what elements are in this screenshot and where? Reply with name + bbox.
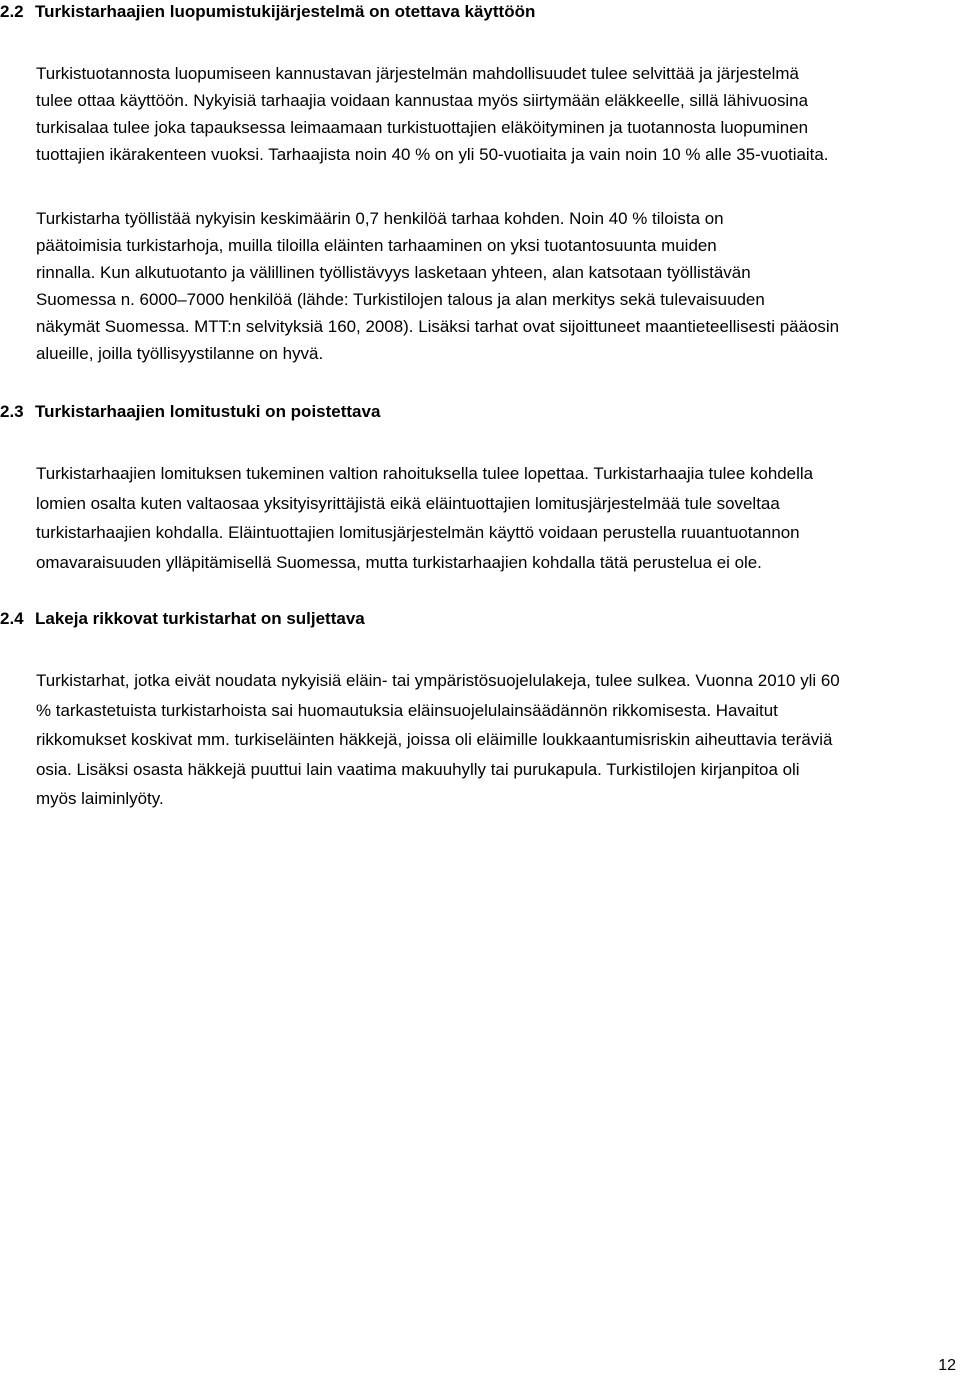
text-line: tuottajien ikärakenteen vuoksi. Tarhaajista noin 40 % on yli 50-vuotiaita ja vain noin 10 % alle 35-vuotiaita. <box>36 145 829 164</box>
paragraph <box>36 205 960 367</box>
section-number: 2.2 <box>0 2 24 21</box>
paragraph <box>36 60 960 168</box>
text-line: omavaraisuuden ylläpitämisellä Suomessa, mutta turkistarhaajien kohdalla tätä perustelua ei ole. <box>36 553 762 573</box>
text-line: Turkistarhaajien lomituksen tukeminen valtion rahoituksella tulee lopettaa. Turkistarhaajia tulee kohdella <box>36 464 814 483</box>
paragraph <box>36 666 960 814</box>
text-line: turkistarhaajien kohdalla. Eläintuottajien lomitusjärjestelmän käyttö voidaan perustella ruuantuotannon <box>36 523 800 543</box>
text-line: turkisalaa tulee joka tapauksessa leimaamaan turkistuottajien eläköityminen ja tuotannosta luopuminen <box>36 118 809 137</box>
text-line: rinnalla. Kun alkutuotanto ja välillinen työllistävyys lasketaan yhteen, alan katsotaan työllistävän <box>36 263 751 282</box>
section-title: Turkistarhaajien luopumistukijärjestelmä on otettava käyttöön <box>35 2 536 21</box>
section-number: 2.4 <box>0 609 24 628</box>
section-heading-2-4 <box>0 609 365 629</box>
text-line: päätoimisia turkistarhoja, muilla tiloilla eläinten tarhaaminen on yksi tuotantosuunta muiden <box>36 236 717 255</box>
section-title: Lakeja rikkovat turkistarhat on suljettava <box>35 609 365 628</box>
section-title: Turkistarhaajien lomitustuki on poistettava <box>35 402 381 421</box>
text-line: Turkistarhat, jotka eivät noudata nykyisiä eläin- tai ympäristösuojelulakeja, tulee sulkea. Vuonna 2010 yli 60 <box>36 671 840 690</box>
text-line: alueille, joilla työllisyystilanne on hyvä. <box>36 344 324 363</box>
text-line: % tarkastetuista turkistarhoista sai huomautuksia eläinsuojelulainsäädännön rikkomisesta. Havaitut <box>36 700 778 720</box>
text-line: Turkistarha työllistää nykyisin keskimäärin 0,7 henkilöä tarhaa kohden. Noin 40 % tiloista on <box>36 209 724 228</box>
section-number: 2.3 <box>0 402 24 421</box>
text-line: tulee ottaa käyttöön. Nykyisiä tarhaajia voidaan kannustaa myös siirtymään eläkkeelle, sillä lähivuosina <box>36 91 809 110</box>
text-line: Turkistuotannosta luopumiseen kannustavan järjestelmän mahdollisuudet tulee selvittää ja järjestelmä <box>36 64 799 83</box>
text-line: lomien osalta kuten valtaosaa yksityisyrittäjistä eikä eläintuottajien lomitusjärjestelmää tule soveltaa <box>36 493 780 513</box>
text-line: myös laiminlyöty. <box>36 789 164 808</box>
text-line: rikkomukset koskivat mm. turkiseläinten häkkejä, joissa oli eläimille loukkaantumisriskin aiheuttavia teräviä <box>36 730 833 749</box>
page-number: 12 <box>938 1357 956 1374</box>
text-line: Suomessa n. 6000–7000 henkilöä (lähde: Turkistilojen talous ja alan merkitys sekä tulevaisuuden <box>36 290 765 309</box>
text-line: näkymät Suomessa. MTT:n selvityksiä 160, 2008). Lisäksi tarhat ovat sijoittuneet maantieteellisesti pääosin <box>36 317 840 336</box>
text-line: osia. Lisäksi osasta häkkejä puuttui lain vaatima makuuhylly tai purukapula. Turkistilojen kirjanpitoa oli <box>36 759 800 779</box>
paragraph <box>36 459 960 578</box>
section-heading-2-2 <box>0 2 535 22</box>
section-heading-2-3 <box>0 402 380 422</box>
